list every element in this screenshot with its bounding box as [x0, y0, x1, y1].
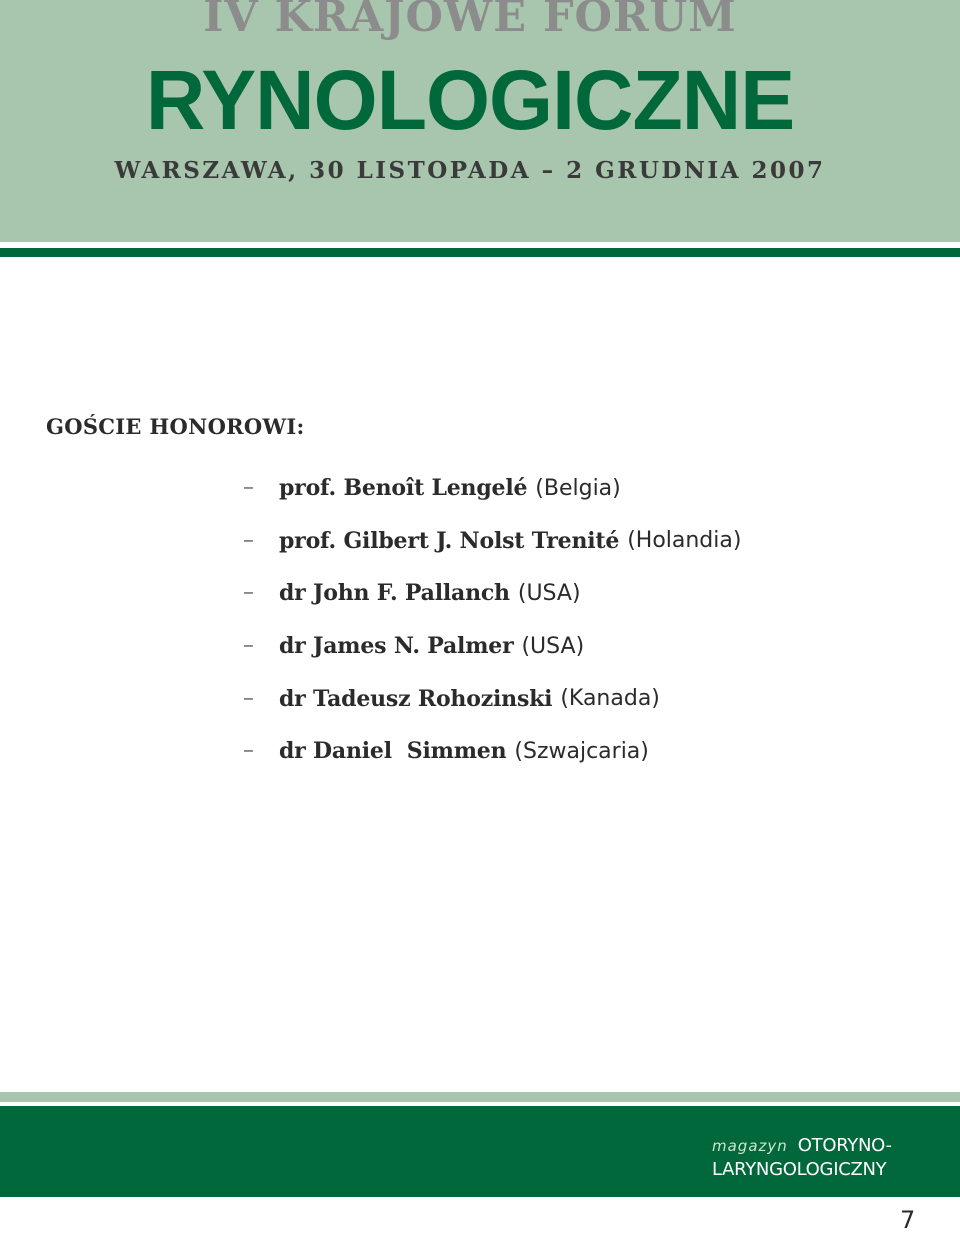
- guest-item: [244, 462, 741, 515]
- guest-name: dr Tadeusz Rohozinski: [279, 685, 553, 712]
- list-dash: –: [244, 689, 253, 707]
- magazine-title-line2: LARYNGOLOGICZNY: [712, 1159, 887, 1180]
- honorary-guests-list: [244, 462, 741, 778]
- forum-title-edition: IV KRAJOWE FORUM: [203, 0, 737, 42]
- list-dash: –: [244, 531, 253, 549]
- forum-title-main: RYNOLOGICZNE: [145, 53, 795, 147]
- guest-country: (Szwajcaria): [514, 738, 649, 764]
- header-divider-green: [0, 248, 960, 257]
- guest-country: (Holandia): [627, 528, 742, 554]
- guest-item: [244, 515, 741, 568]
- guest-name: prof. Gilbert J. Nolst Trenité: [279, 527, 620, 554]
- header-band: [0, 0, 960, 242]
- guest-name: dr John F. Pallanch: [279, 580, 510, 607]
- list-dash: –: [244, 742, 253, 760]
- guest-name: dr James N. Palmer: [279, 633, 514, 660]
- magazine-logo: [712, 1134, 892, 1182]
- guest-item: [244, 567, 741, 620]
- guest-item: [244, 620, 741, 673]
- guest-country: (Belgia): [535, 475, 621, 501]
- guest-item: [244, 725, 741, 778]
- guest-name: prof. Benoît Lengelé: [279, 475, 528, 502]
- forum-place-date: WARSZAWA, 30 LISTOPADA – 2 GRUDNIA 2007: [114, 157, 826, 184]
- list-dash: –: [244, 584, 253, 602]
- magazine-title-line1: OTORYNO-: [797, 1135, 892, 1156]
- guest-country: (Kanada): [560, 686, 660, 712]
- guest-country: (USA): [521, 633, 585, 659]
- list-dash: –: [244, 479, 253, 497]
- honorary-guests-heading: GOŚCIE HONOROWI:: [46, 414, 305, 439]
- guest-country: (USA): [517, 580, 581, 606]
- footer-divider-light: [0, 1092, 960, 1102]
- guest-item: [244, 672, 741, 725]
- list-dash: –: [244, 637, 253, 655]
- magazine-prefix: magazyn: [712, 1137, 788, 1155]
- page-number: 7: [900, 1206, 916, 1234]
- guest-name: dr Daniel Simmen: [279, 738, 507, 765]
